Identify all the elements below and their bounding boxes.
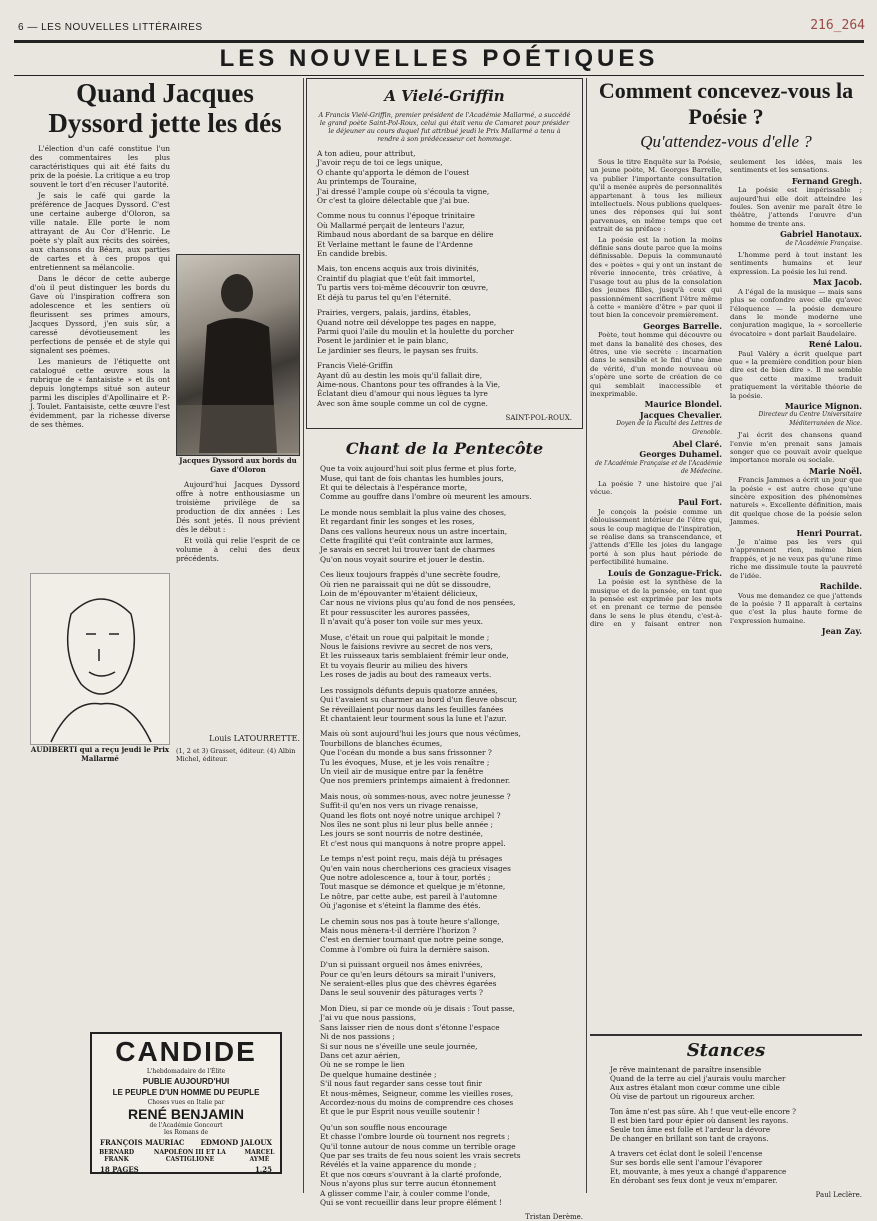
stanza xyxy=(320,508,583,564)
ad-names-row xyxy=(92,1149,280,1163)
response-author: Rachilde. xyxy=(819,581,862,592)
verse-line: Et chasse l'ombre lourde où tournent nos regrets ; xyxy=(320,1132,510,1142)
verse-line: Et déjà tu parus tel qu'en l'éternité. xyxy=(317,292,452,302)
article-dyssord-bottom xyxy=(30,573,300,763)
poem-viele-griffin xyxy=(306,78,583,429)
response-author: René Lalou. xyxy=(808,339,862,350)
enquete-subtitle: Qu'attendez-vous d'elle ? xyxy=(640,132,812,151)
stanza xyxy=(317,361,572,408)
verse-line: Qu'on nous voyait sourire et jouer le destin. xyxy=(320,554,485,564)
ad-candide[interactable] xyxy=(90,1032,282,1174)
poem-stances-title: Stances xyxy=(590,1034,862,1061)
verse-line: Parmi quoi l'aile du moulin et la houlette du porcher xyxy=(317,326,514,336)
verse-line: Que nos premiers printemps aimaient à fredonner. xyxy=(320,776,511,786)
verse-line: Je savais en secret lui trouver tant de charmes xyxy=(320,545,495,555)
verse-line: Je rêve maintenant de paraître insensible xyxy=(610,1065,762,1074)
ad-line: LE PEUPLE D'UN HOMME DU PEUPLE xyxy=(112,1088,260,1097)
verse-line: Où j'agonise et s'éteint la flamme des étés. xyxy=(320,901,481,911)
verse-line: Sur ses bords elle sent l'amour l'évaporer xyxy=(610,1158,763,1167)
response-text: Je n'aime pas les vers qui n'apprennent rien, même bien frappés, et je ne veux pas qu'une rime riche me dissimule toute la pauvreté de l'idée. xyxy=(730,538,862,580)
person-photo-icon xyxy=(177,255,299,453)
article-dyssord-title: Quand Jacques Dyssord jette les dés xyxy=(48,78,282,138)
verse-line: Avec son âme souple comme un col de cygne. xyxy=(317,398,488,408)
verse-line: Nous n'ayons plus sur terre aucun étonnement xyxy=(320,1179,497,1189)
caricature-block xyxy=(30,573,170,763)
verse-line: Francis Vielé-Griffin xyxy=(317,361,393,371)
response-author: Georges Duhamel. xyxy=(639,449,722,460)
verse-line: Mais où sont aujourd'hui les jours que nous vécûmes, xyxy=(320,729,521,739)
photo-dyssord-caption: Jacques Dyssord aux bords du Gave d'Oloron xyxy=(179,456,297,474)
verse-line: Posent le jardinier et le pain blanc, xyxy=(317,336,449,346)
verse-line: Et que nos cœurs s'ouvrant à la clarté profonde, xyxy=(320,1169,502,1179)
caricature-audiberti xyxy=(30,573,170,745)
verse-line: Que par ses traits de feu nous soient les vrais secrets xyxy=(320,1150,521,1160)
verse-line: Le monde nous semblait la plus vaine des choses, xyxy=(320,507,507,517)
verse-line: Il est bien tard pour épier où dansent les rayons. xyxy=(610,1116,789,1125)
verse-line: Ces lieux toujours frappés d'une secrète foudre, xyxy=(320,570,501,580)
article-dyssord-side-text xyxy=(176,480,300,563)
verse-line: Et c'est nous qui manquons à notre propre appel. xyxy=(320,838,506,848)
stanza xyxy=(320,792,583,848)
verse-line: Nous le faisions revivre au secret de nos vers, xyxy=(320,642,493,652)
verse-line: Et chantaient leur tourment sous la lune et l'azur. xyxy=(320,713,507,723)
poem-stances xyxy=(590,1034,862,1199)
article-dyssord-footnotes: (1, 2 et 3) Grasset, éditeur. (4) Albin Michel, éditeur. xyxy=(176,747,296,763)
verse-line: D'un si puissant orgueil nos âmes enivrées, xyxy=(320,960,483,970)
response-text: La poésie est impérissable ; aujourd'hui elle doit atteindre les foules. Son avenir me paraît être le théâtre, j'attends l'œuvre d'un homme de trente ans. xyxy=(730,186,862,228)
verse-line: Cette fragilité qui t'eût contrainte aux larmes, xyxy=(320,536,494,545)
response-text: La poésie ? une histoire que j'ai vécue. xyxy=(590,479,722,497)
enquete-signature: Georges Barrelle. xyxy=(643,320,722,331)
response-author: Fernand Gregh. xyxy=(791,175,862,186)
verse-line: Mais, ton encens acquis aux trois divinités, xyxy=(317,264,479,274)
verse-line: Craintif du plagiat que t'eût fait immortel, xyxy=(317,273,476,283)
poem-viele-griffin-intro: A Francis Vielé-Griffin, premier président de l'Académie Mallarmé, a succédé le grand poète Saint-Pol-Roux, celui qui était venu de Camaret pour présider le déjeuner au cours duquel fut attribué jeudi le Prix Mallarmé a tenu à rendre à son prédécesseur cet hommage. xyxy=(318,111,571,143)
response-text: L'homme perd à tout instant les sentiments humains et leur expression. La poésie les lui rend. xyxy=(730,251,862,276)
response-author: Abel Claré. xyxy=(672,439,722,449)
verse-line: De quelque humaine destinée ; xyxy=(320,1069,437,1079)
verse-line: Aux astres étalant mon cœur comme une cible xyxy=(610,1083,780,1092)
stanza xyxy=(320,686,583,724)
response-author: Marie Noël. xyxy=(809,465,862,476)
verse-line: Où vise de partout un rigoureux archer. xyxy=(610,1092,755,1101)
verse-line: A ton adieu, pour attribut, xyxy=(317,149,416,158)
response-text: Francis Jammes a écrit un jour que la poésie « est autre chose qu'une sincère exposition des phénomènes naturels ». Excellente définition, mais dit quelque chose de la poésie selon Jammes. xyxy=(730,476,862,527)
verse-line: Que notre adolescence a, tour à tour, portés ; xyxy=(320,873,491,882)
ad-line: PUBLIE AUJOURD'HUI xyxy=(142,1077,230,1086)
poem-viele-griffin-title: A Vielé-Griffin xyxy=(384,87,505,105)
stanza xyxy=(610,1065,862,1101)
stanza xyxy=(317,308,572,355)
verse-line: Éclatant dieu d'amour qui nous lègues ta lyre xyxy=(317,389,488,399)
response-author: Paul Fort. xyxy=(678,497,722,508)
ad-name: BERNARD FRANK xyxy=(99,1149,135,1163)
verse-line: Mais nous mènera-t-il derrière l'horizon ? xyxy=(320,926,477,936)
article-dyssord-end xyxy=(176,573,300,763)
verse-line: Loin de m'épouvanter m'étaient délicieux, xyxy=(320,589,478,599)
stanza xyxy=(320,960,583,998)
verse-line: Tout masque se démonce et quelque je m'étonne, xyxy=(320,882,506,892)
verse-line: Quand notre œil développe tes pages en nappe, xyxy=(317,317,497,327)
ad-name: EDMOND JALOUX xyxy=(200,1138,272,1147)
ad-name: NAPOLÉON III ET LA CASTIGLIONE xyxy=(153,1149,226,1163)
poem-viele-griffin-poet: SAINT-POL-ROUX. xyxy=(505,414,572,423)
poem-pentecote-title: Chant de la Pentecôte xyxy=(345,439,544,459)
verse-line: Aime-nous. Chantons pour tes offrandes à la Vie, xyxy=(317,379,501,389)
verse-line: De changer en brillant son tant de crayons. xyxy=(610,1134,769,1143)
verse-line: Se réveillaient pour nous dans les feuilles fanées xyxy=(320,704,504,714)
verse-line: Dans ces vallons heureux nous un astre incertain, xyxy=(320,526,508,536)
response-author: Maurice Blondel. xyxy=(644,399,722,410)
caricature-icon xyxy=(31,574,169,742)
verse-line: Comme au gouffre dans l'ombre où meurent les amours. xyxy=(320,492,532,502)
verse-line: O chante qu'apporta le démon de l'ouest xyxy=(317,167,470,177)
verse-line: Quand les flots ont noyé notre unique archipel ? xyxy=(320,810,501,820)
enquete-body xyxy=(590,158,862,1028)
verse-line: Comme à l'ombre où fuira la dernière saison. xyxy=(320,944,490,954)
verse-line: Suffit-il qu'en nos vers un rivage renaisse, xyxy=(320,801,479,811)
response-author: Jacques Chevalier. xyxy=(639,409,722,420)
stanza xyxy=(320,633,583,680)
verse-line: Et tu voyais fleurir au milieu des hivers xyxy=(320,660,468,670)
verse-line: A travers cet éclat dont le soleil l'encense xyxy=(610,1149,763,1158)
ad-line: L'hebdomadaire de l'Élite xyxy=(146,1068,226,1075)
archive-stamp: 216_264 xyxy=(810,18,865,33)
article-dyssord-signature: Louis LATOURRETTE. xyxy=(209,734,300,743)
verse-line: Tu partis vers toi-même découvrir ton œuvre, xyxy=(317,283,489,293)
ad-name: FRANÇOIS MAURIAC xyxy=(100,1138,185,1147)
article-dyssord-lead xyxy=(30,144,170,565)
ad-name: MARCEL AYMÉ xyxy=(244,1149,275,1163)
verse-line: Révélés et la vaine apparence du monde ; xyxy=(320,1160,477,1170)
verse-line: Qu'il tonne autour de nous comme un terrible orage xyxy=(320,1141,516,1151)
verse-line: En candide brebis. xyxy=(317,249,388,259)
response-text: Vous me demandez ce que j'attends de la poésie ? Il apparaît à certains que c'est la plus haute forme de l'expression humaine. xyxy=(730,591,862,625)
response-author: Jean Zay. xyxy=(821,626,862,637)
stanza xyxy=(320,917,583,955)
verse-line: J'ai dressé l'ample coupe où s'écoula ta vigne, xyxy=(317,186,490,196)
stanza xyxy=(317,149,572,205)
verse-line: Tu les évoques, Muse, et je les vois renaître ; xyxy=(320,757,490,767)
article-dyssord-side xyxy=(176,144,300,565)
verse-line: Muse, qui tant de fois chantas les humbles jours, xyxy=(320,473,504,483)
response-role: de l'Académie Française et de l'Académie de Médecine. xyxy=(594,459,722,476)
verse-line: Et nous-mêmes, Seigneur, comme les vieilles roses, xyxy=(320,1088,514,1098)
verse-line: Et pour ressusciter les aurores passées, xyxy=(320,607,470,617)
column-rule xyxy=(586,78,587,1193)
verse-line: Le temps n'est point reçu, mais déjà tu présages xyxy=(320,854,503,864)
verse-line: Ton âme n'est pas sûre. Ah ! que veut-elle encore ? xyxy=(610,1107,797,1116)
poem-pentecote-verses xyxy=(306,464,583,1207)
verse-line: Où Mallarmé perçait de lenteurs l'azur, xyxy=(317,220,465,230)
section-banner-title: LES NOUVELLES POÉTIQUES xyxy=(219,45,659,72)
ad-price-row xyxy=(92,1165,280,1174)
photo-dyssord xyxy=(176,254,300,456)
section-banner xyxy=(14,40,864,76)
ad-line: Choses vues en Italie par xyxy=(147,1099,225,1106)
poem-viele-griffin-verses xyxy=(317,149,572,408)
verse-line: Les roses de jadis au bout des rameaux verts. xyxy=(320,670,492,680)
verse-line: Un vieil air de musique entre par la fenêtre xyxy=(320,766,484,776)
response-author: Maurice Mignon. xyxy=(784,400,862,411)
verse-line: Et regardant finir les songes et les roses, xyxy=(320,517,475,527)
verse-line: Ni de nos passions ; xyxy=(320,1032,395,1042)
response-text: Je conçois la poésie comme un éblouissement intérieur de l'être qui, sous le coup magique de l'inspiration, se réalise dans sa transcendance, et j'attends d'Elle les joies du langage porté à son plus haut période de perfectibilité humaine. xyxy=(590,507,722,567)
ad-names-row xyxy=(92,1138,280,1147)
verse-line: Et Verlaine mettant le faune de l'Ardenne xyxy=(317,239,473,249)
verse-line: Que ta voix aujourd'hui soit plus ferme et plus forte, xyxy=(320,464,517,474)
verse-line: Et, mouvante, à mes yeux a changé d'apparence xyxy=(610,1167,787,1176)
poem-stances-poet: Paul Leclère. xyxy=(815,1191,862,1199)
response-author: Henri Pourrat. xyxy=(796,527,862,538)
enquete-intro: Sous le titre Enquête sur la Poésie, un jeune poète, M. Georges Barrelle, va publier l'importante consultation qu'il a menée auprès de personnalités appartenant à tous les milieux intellectuels. Nous publions quelques-unes des réponses qui lui sont parvenues, en même temps que cet extrait de sa préface : xyxy=(590,158,722,234)
verse-line: Ayant dû au destin les mois qu'il fallait dire, xyxy=(317,370,483,380)
verse-line: Et que le pur Esprit nous veuille soutenir ! xyxy=(320,1107,481,1117)
stanza xyxy=(610,1149,862,1185)
verse-line: A glisser comme l'air, à couler comme l'onde, xyxy=(320,1188,491,1198)
verse-line: Dans cet azur aérien, xyxy=(320,1050,401,1060)
verse-line: Seule ton âme est folle et l'ardeur la dévore xyxy=(610,1125,771,1134)
response-author: Max Jacob. xyxy=(812,277,862,288)
ad-line: de l'Académie Goncourt xyxy=(149,1122,223,1129)
verse-line: Rimbaud nous abordant de sa barque en délire xyxy=(317,230,494,240)
verse-line: Le chemin sous nos pas à toute heure s'allonge, xyxy=(320,916,500,926)
verse-line: J'ai vu que nous passions, xyxy=(320,1013,417,1023)
stanza xyxy=(320,729,583,785)
response-role: Doyen de la Faculté des Lettres de Grenoble. xyxy=(616,420,722,436)
ad-candide-name: CANDIDE xyxy=(115,1036,257,1067)
response-text: La poésie est la synthèse de la musique et de la pensée, en tant que la pensée est exprimée par les mots et en prenant ce terme de pensée dans le sens le plus étendu, c'est-à-dire en y faisant entrer non seulement les idées, mais les sentiments et les sensations. xyxy=(590,158,862,629)
paragraph: Je sais le café qui garde la préférence de Jacques Dyssord. C'est une certaine auberge d'Oloron, sa ville natale. Elle porte le nom attrayant de Au Cor d'Henric. Le poète s'y plaît aux récits des soirées, aux chansons du Béarn, aux parties de cartes et à ces propos qui entretiennent sa mélancolie. xyxy=(30,191,170,272)
verse-line: Qui se vont recueillir dans leur propre élément ! xyxy=(320,1198,502,1207)
verse-line: J'avoir reçu de toi ce legs unique, xyxy=(317,158,443,168)
enquete-intro: Poète, tout homme qui découvre ou met dans la banalité des choses, des êtres, une vie secrète : incarnation dans le sensible et le fini d'une âme de vérité, d'un monde nouveau où s'opère une sorte de création de ce qui semblait inaccessible et inexprimable. xyxy=(590,331,722,398)
poem-pentecote-poet: Tristan Derème. xyxy=(525,1213,583,1221)
verse-line: Sans laisser rien de nous dont s'étonne l'espace xyxy=(320,1022,500,1032)
verse-line: Que l'océan du monde a bus sans frissonner ? xyxy=(320,748,492,758)
caricature-caption: AUDIBERTI qui a reçu jeudi le Prix Mallarmé xyxy=(30,745,170,763)
verse-line: Prairies, vergers, palais, jardins, étables, xyxy=(317,308,471,318)
response-author: Gabriel Hanotaux. xyxy=(780,229,862,240)
verse-line: Comme nous tu connus l'époque trinitaire xyxy=(317,211,475,221)
verse-line: Or c'est ta gloire délectable que j'ai bue. xyxy=(317,196,470,206)
stanza xyxy=(320,1004,583,1117)
page-header-ref: 6 — LES NOUVELLES LITTÉRAIRES xyxy=(18,22,203,33)
verse-line: Quand de la terre au ciel j'aurais voulu marcher xyxy=(610,1074,786,1083)
verse-line: Où ne se rompe le lien xyxy=(320,1060,405,1070)
stanza xyxy=(320,1123,583,1208)
verse-line: Nos îles ne sont plus ni leur plus belle année ; xyxy=(320,819,494,829)
article-dyssord-top xyxy=(30,144,300,565)
verse-line: Le nôtre, par cette aube, est pareil à l'automne xyxy=(320,891,498,901)
verse-line: Les rossignols défunts depuis quatorze années, xyxy=(320,685,498,695)
response-text: J'ai écrit des chansons quand l'envie m'en prenait sans jamais songer que ce pouvait avoir quelque importance morale ou sociale. xyxy=(730,431,862,465)
stanza xyxy=(610,1107,862,1143)
verse-line: En dérobant ses feux dont je veux m'emparer. xyxy=(610,1176,778,1185)
response-text: A l'égal de la musique — mais sans plus se confondre avec elle qu'avec l'éloquence — la poésie demeure dans le monde moderne une conjuration magique, la « sorcellerie évocatoire » dont parlait Baudelaire. xyxy=(730,287,862,338)
verse-line: S'il nous faut regarder sans cesse tout finir xyxy=(320,1079,483,1089)
response-text: Paul Valéry a écrit quelque part que « la première condition pour bien dire est de bien dire ». Il me semble que cette maxime traduit pratiquement la véritable théorie de la poésie. xyxy=(730,349,862,400)
verse-line: Qu'en vain nous chercherions ces gracieux visages xyxy=(320,863,511,873)
verse-line: Muse, c'était un roue qui palpitait le monde ; xyxy=(320,632,490,642)
ad-author: RENÉ BENJAMIN xyxy=(128,1106,244,1122)
paragraph: Aujourd'hui Jacques Dyssord offre à notre enthousiasme un troisième privilège de sa production de dix années : Les Dés sont jetés. Il nous prévient dès le début : xyxy=(176,480,300,534)
verse-line: C'est en dernier tournant que notre peine songe, xyxy=(320,935,504,945)
enquete-title: Comment concevez-vous la Poésie ? xyxy=(598,78,854,129)
verse-line: Qui t'avaient su charmer au bord d'un fleuve obscur, xyxy=(320,695,518,705)
poem-stances-verses xyxy=(590,1065,862,1185)
stanza xyxy=(320,854,583,910)
poems-column xyxy=(306,78,583,1221)
enquete-column xyxy=(590,78,862,1200)
enquete-intro: La poésie est la notion la moins définie sans doute parce que la moins définissable. Depuis la communauté des « poètes » qui y ont un instant de rêverie innocente, très créative, à l'usage tout au plus de la consolation des jeunes filles, jusqu'à ceux qui passionnément sacrifient l'être même à cette « manière d'être » par quoi il tout bien la concevoir premièrement. xyxy=(590,235,722,320)
verse-line: Qu'un son souffle nous encourage xyxy=(320,1122,448,1132)
paragraph: Dans le décor de cette auberge d'où il peut distinguer les bords du Gave où l'inspiration coffrera son adolescence et les sentiers où fleurissent ses primes amours, Jacques Dyssord, j'en suis sûr, a caressé dévotieusement les perfections de pensée et de style qui signalent ses poèmes. xyxy=(30,274,170,355)
stanza xyxy=(317,211,572,258)
verse-line: Et qui te délectais à l'espérance morte, xyxy=(320,482,468,492)
column-rule xyxy=(303,78,304,1193)
paragraph: Et voilà qui relie l'esprit de ce volume à celui des deux précédents. xyxy=(176,536,300,563)
verse-line: Dans le seul souvenir des pâturages verts ? xyxy=(320,988,483,998)
response-role: de l'Académie Française. xyxy=(785,239,862,247)
ad-line: les Romans de xyxy=(163,1129,209,1136)
verse-line: Car nous ne vivions plus qu'au fond de nos pensées, xyxy=(320,598,516,608)
response-role: Directeur du Centre Universitaire Méditerranéen de Nice. xyxy=(758,411,862,427)
verse-line: Le jardinier ses fleurs, le paysan ses fruits. xyxy=(317,345,479,355)
verse-line: Il n'avait qu'à poser ton voile sur mes yeux. xyxy=(320,617,483,627)
verse-line: Mon Dieu, si par ce monde où je disais : Tout passe, xyxy=(320,1003,515,1013)
verse-line: Où rien ne paraissait qui ne dût se dissoudre, xyxy=(320,579,492,589)
paragraph: L'élection d'un café constitue l'un des commentaires les plus caractéristiques qui ait été faits du prix de la poésie. La critique a eu trop souvent le tort d'en récuser l'autorité. xyxy=(30,144,170,189)
stanza xyxy=(317,264,572,302)
verse-line: Accordez-nous du moins de comprendre ces choses xyxy=(320,1097,514,1107)
verse-line: Les jours se sont nourris de notre destinée, xyxy=(320,829,483,839)
verse-line: Mais nous, où sommes-nous, avec notre jeunesse ? xyxy=(320,791,511,801)
verse-line: Ne seraient-elles plus que des chèvres égarées xyxy=(320,979,497,989)
stanza xyxy=(320,570,583,626)
verse-line: Tourbillons de blanches écumes, xyxy=(320,738,443,748)
verse-line: Si sur nous ne s'éveille une seule journée, xyxy=(320,1041,478,1051)
paragraph: Les manieurs de l'étiquette ont catalogué cette œuvre sous la rubrique de « fantaisiste » et ils ont depuis longtemps situé son auteur parmi les disciples d'Apollinaire et P.-J. Toulet. Fantaisiste, cette œuvre l'est évidemment, par la richesse diverse de ses thèmes. xyxy=(30,357,170,429)
stanza xyxy=(320,464,583,502)
verse-line: Pour ce qu'en leurs détours sa mirait l'univers, xyxy=(320,969,496,979)
ad-price: 1.25 xyxy=(254,1165,272,1174)
verse-line: Au printemps de Touraine, xyxy=(317,177,417,187)
verse-line: Et les ruisseaux taris semblaient frémir leur onde, xyxy=(320,651,509,661)
response-author: Louis de Gonzague-Frick. xyxy=(607,567,722,578)
ad-pages: 18 PAGES xyxy=(100,1165,139,1174)
